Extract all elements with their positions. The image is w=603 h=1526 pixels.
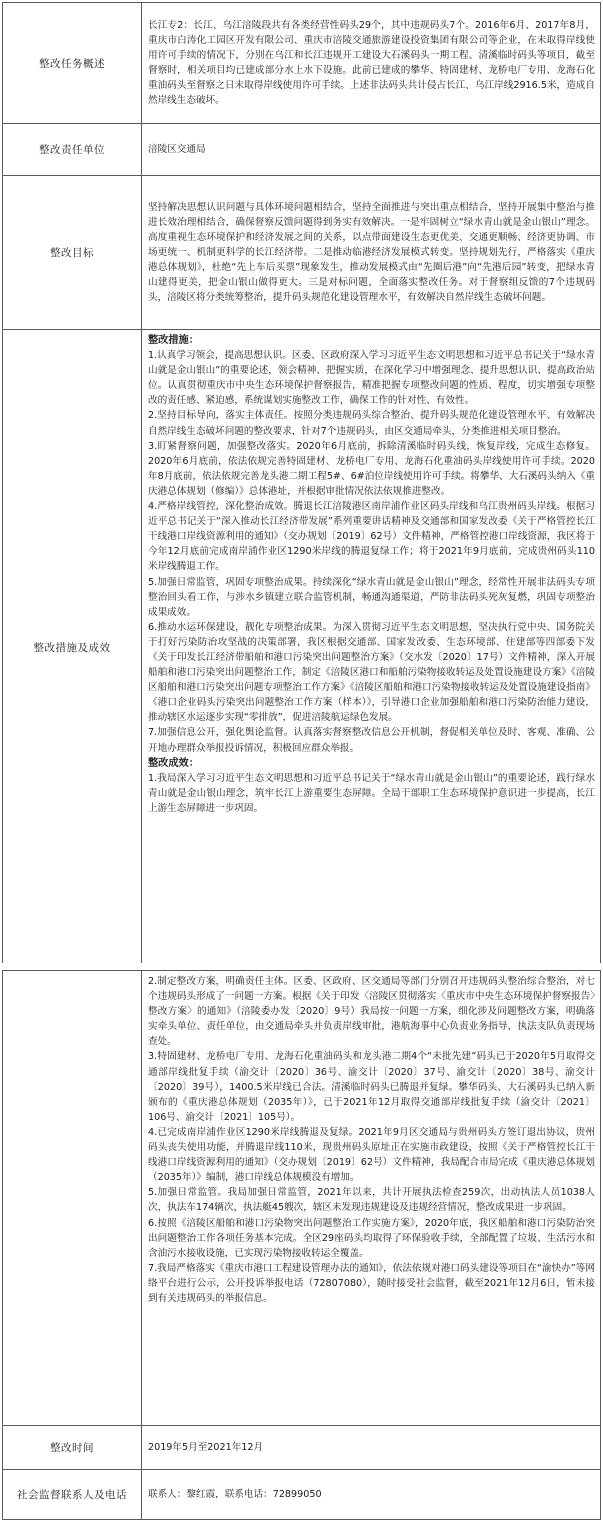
result-item: 3.特固建材、龙桥电厂专用、龙海石化重油码头和龙头港二期4个“未批先建”码头已于2020年5月取得交通部岸线批复手续（渝交计〔2020〕36号、渝交计〔2020〕37号、渝交计〔2020〕38号、渝交计〔2020〕39号），1400.5米岸线已合法。清溪临时码头已腾退并复绿。攀华码头、大石溪码头已纳入新颁布的《重庆港总体规划（2035年）》，已于2021年12月取得交通部岸线批复手续（渝交计〔2021〕106号、渝交计〔2021〕105号）。 xyxy=(148,1051,595,1123)
row-task xyxy=(3,3,601,124)
result-item: 7.我局严格落实《重庆市港口工程建设管理办法的通知》，依法依规对港口码头建设等项目在“渝快办”等网络平台进行公示，公开投诉举报电话（72807080），随时接受社会监督，截至2021年12月6日，暂未接到有关违规码头的举报信息。 xyxy=(148,1262,595,1304)
responsible-unit-text: 涪陵区交通局 xyxy=(142,124,601,176)
measures-content xyxy=(142,330,601,966)
measures-heading: 整改措施： xyxy=(148,335,199,346)
result-item: 2.制定整改方案，明确责任主体。区委、区政府、区交通局等部门分别召开违规码头整治综合整治，对七个违规码头形成了一问题一方案。根据《关于印发〈涪陵区贯彻落实〈重庆市中央生态环境保护督察报告〉整改方案〉的通知》（涪陵委办发〔2020〕9号）我局按一问题一方案，细化涉及问题整改方案，明确落实牵头单位、责任单位，由交通局牵头并负责岸线审批，港航海事中心负责业务指导，执法支队负责现场查处。 xyxy=(148,976,595,1048)
measure-item: 4.严格岸线管控，深化整治成效。腾退长江涪陵港区南岸浦作业区码头岸线和乌江贵州码头岸线。根据习近平总书记关于“深入推动长江经济带发展”系列重要讲话精神及交通部和国家发改委《关于严格管控长江干线港口岸线资源利用的通知》（交办规划〔2019〕62号）文件精神，严格管控港口岸线资源，我区将于今年12月底前完成南岸浦作业区1290米岸线的腾退复绿工作；将于2021年9月底前，完成贵州码头110米岸线腾退工作。 xyxy=(148,501,595,573)
result-item: 5.加强日常监管。我局加强日常监管，2021年以来，共计开展执法检查259次，出动执法人员1038人次，执法车174辆次，执法艇45艘次，辖区未发现违规建设及违规经营情况，整改成果进一步巩固。 xyxy=(148,1187,595,1214)
measure-item: 5.加强日常监管，巩固专项整治成果。持续深化“绿水青山就是金山银山”理念，经常性开展非法码头专项整治回头看工作，与涉水乡镇建立联合监管机制，畅通沟通渠道，严防非法码头死灰复燃，巩固专项整治成果成效。 xyxy=(148,576,595,618)
row-measures-continued xyxy=(3,971,601,1426)
measure-item: 1.认真学习领会，提高思想认识。区委、区政府深入学习习近平生态文明思想和习近平总书记关于“绿水青山就是金山银山”的重要论述，领会精神、把握实质，在深化学习中增强理念、提升思想认识、提高政治站位。认真贯彻重庆市中央生态环境保护督察报告，精准把握专项整改问题的性质、程度，切实增强专项整改的责任感、紧迫感，系统谋划实施整改工作，确保工作的针对性、有效性。 xyxy=(148,350,595,407)
row-label-contact: 社会监督联系人及电话 xyxy=(3,1470,142,1520)
result-item: 4.已完成南岸浦作业区1290米岸线腾退及复绿。2021年9月区交通局与贵州码头方签订退出协议，贵州码头丧失使用功能，并腾退岸线110米，现贵州码头原址正在实施市政建设，按照《关于严格管控长江干线港口岸线资源利用的通知》（交办规划〔2019〕62号）文件精神，我局配合市局完成《重庆港总体规划（2035年）》编制，港口岸线总体规模没有增加。 xyxy=(148,1126,595,1184)
row-contact xyxy=(3,1470,601,1520)
row-label-measures: 整改措施及成效 xyxy=(3,330,142,966)
measure-item: 6.推动水运环保建设，靓化专项整治成果。为深入贯彻习近平生态文明思想，坚决执行党中央、国务院关于打好污染防治攻坚战的决策部署，我区根据交通部、国家发改委、生态环境部、住建部等四部委下发《关于印发长江经济带船舶和港口污染突出问题整治方案》（交水发〔2020〕17号）文件精神，深入开展船舶和港口污染突出问题整治工作，制定《涪陵区港口和船舶污染物接收转运及处置设施建设方案》《涪陵区船舶和港口污染突出问题专项整治工作方案》《涪陵区船舶和港口污染物接收转运及处置设施建设指南》《港口企业码头污染突出问题整治工作方案（样本）》，引导港口企业加强船舶和港口污染防治能力建设，推动辖区水运逐步实现“零排放”，促进涪陵航运绿色发展。 xyxy=(148,621,595,724)
goal-text: 坚持解决思想认识问题与具体环境问题相结合，坚持全面推进与突出重点相结合，坚持开展集中整治与推进长效治理相结合，确保督察反馈问题得到务实有效解决。一是牢固树立“绿水青山就是金山银山”理念。高度重视生态环境保护和经济发展之间的关系，以点带面建设生态更优美、交通更顺畅、经济更协调、市场更统一、机制更科学的长江经济带。二是推动临港经济发展模式转变。坚持规划先行，严格落实《重庆港总体规划》，杜绝“先上车后买票”现象发生，推动发展模式由“先圈后港”向“先港后园”转变，把绿水青山建得更美，把金山银山做得更大。三是对标问题，全面落实整改任务。对于督察组反馈的7个违规码头，涪陵区将分类统筹整治，提升码头规范化建设管理水平，有效解决自然岸线生态破坏问题。 xyxy=(142,176,601,330)
measure-item: 3.盯紧督察问题，加强整改落实。2020年6月底前，拆除清溪临时码头线，恢复岸线，完成生态修复。2020年6月底前，依法依规完善特固建材、龙桥电厂专用、龙海石化重油码头岸线使用许可手续。2020年8月底前，依法依规完善龙头港二期工程5#、6#泊位岸线使用许可手续。将攀华、大石溪码头纳入《重庆港总体规划（修编）》总体港址，并根据审批情况依法依规推进整改。 xyxy=(148,440,595,497)
row-label-task: 整改任务概述 xyxy=(3,3,142,124)
task-overview-text: 长江专2：长江、乌江涪陵段共有各类经营性码头29个，其中违规码头7个。2016年6月、2017年8月，重庆市白涛化工园区开发有限公司、重庆市涪陵交通旅游建设投资集团有限公司等企业，在未取得岸线使用许可手续的情况下，分别在乌江和长江违规开工建设大石溪码头一期工程、清溪临时码头等项目，截至督察时，相关项目均已建成部分水上水下设施。此前已建成的攀华、特固建材、龙桥电厂专用、龙海石化重油码头至督察之日未取得岸线使用许可手续。上述非法码头共计侵占长江、乌江岸线2916.5米，造成自然岸线生态破坏。 xyxy=(142,3,601,124)
row-label-unit: 整改责任单位 xyxy=(3,124,142,176)
results-heading: 整改成效： xyxy=(148,757,199,769)
measure-item: 7.加强信息公开，强化舆论监督。认真落实督察整改信息公开机制，督促相关单位及时、客观、准确、公开地办理群众举报投诉情况，积极回应群众举报。 xyxy=(148,727,595,754)
row-time xyxy=(3,1426,601,1470)
result-item: 1.我局深入学习习近平生态文明思想和习近平总书记关于“绿水青山就是金山银山”的重要论述，践行绿水青山就是金山银山理念，筑牢长江上游重要生态屏障。全局干部职工生态环境保护意识进一步提高，长江上游生态屏障进一步巩固。 xyxy=(148,772,595,814)
row-measures xyxy=(3,330,601,966)
row-label-goal: 整改目标 xyxy=(3,176,142,330)
rectification-table-part-1 xyxy=(2,2,601,966)
row-unit xyxy=(3,124,601,176)
row-label-time: 整改时间 xyxy=(3,1426,142,1470)
row-goal xyxy=(3,176,601,330)
results-content-continued xyxy=(142,971,601,1426)
time-text: 2019年5月至2021年12月 xyxy=(142,1426,601,1470)
row-label-measures-continued xyxy=(3,971,142,1426)
result-item: 6.按照《涪陵区船舶和港口污染物突出问题整治工作实施方案》，2020年底，我区船舶和港口污染防治突出问题整治工作各项任务基本完成。全区29座码头均取得了环保验收手续，全部配置了垃圾、生活污水和含油污水接收设施，已实现污染物接收转运全覆盖。 xyxy=(148,1217,595,1259)
contact-text: 联系人：黎红霞，联系电话：72899050 xyxy=(142,1470,601,1520)
measure-item: 2.坚持目标导向，落实主体责任。按照分类违规码头综合整治、提升码头规范化建设管理水平、有效解决自然岸线生态破坏问题的整改要求，针对7个违规码头，由区交通局牵头，分类推进相关项目整治。 xyxy=(148,410,595,437)
rectification-table-part-2 xyxy=(2,970,601,1520)
